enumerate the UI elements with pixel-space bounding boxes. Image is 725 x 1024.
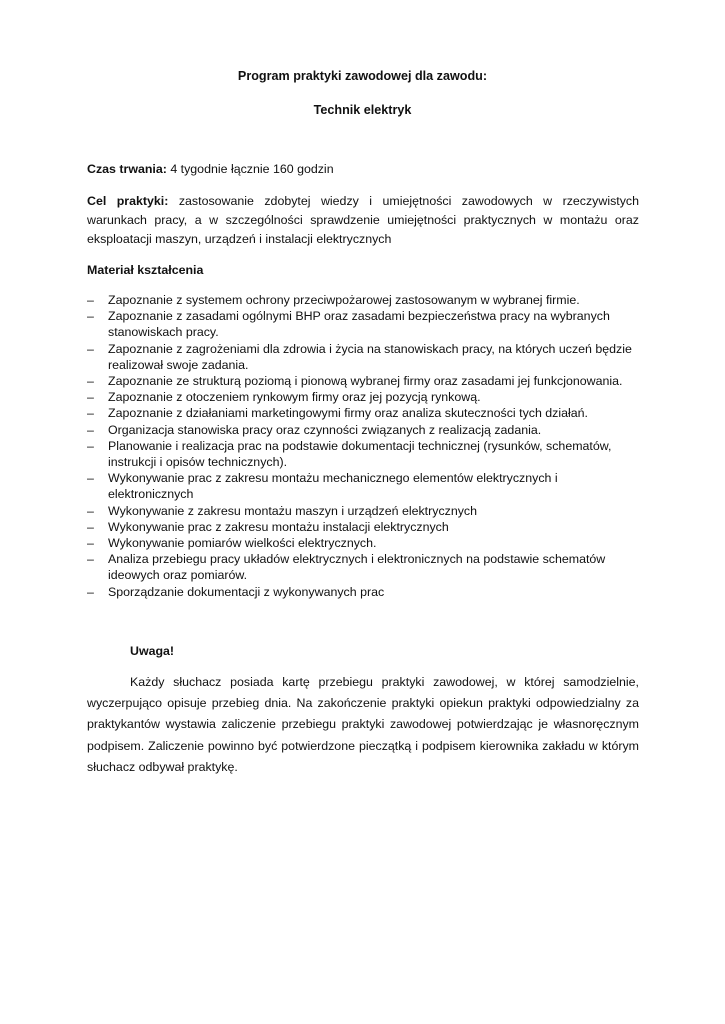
material-list [87,292,639,600]
list-item-text: Planowanie i realizacja prac na podstawie dokumentacji technicznej (rysunków, schematów, instrukcji i opisów technicznych). [108,438,612,470]
list-dash-marker: – [87,406,94,421]
list-dash-marker: – [87,519,94,534]
list-item [87,535,639,551]
list-item-text: Analiza przebiegu pracy układów elektrycznych i elektronicznych na podstawie schematów ideowych oraz pomiarów. [108,552,606,583]
list-item [87,308,639,340]
material-heading: Materiał kształcenia [87,263,204,277]
list-dash-marker: – [87,293,94,307]
duration-label: Czas trwania: [87,162,167,176]
duration-value: 4 tygodnie łącznie 160 godzin [166,162,334,176]
list-item-text: Zapoznanie z zagrożeniami dla zdrowia i życia na stanowiskach pracy, na których uczeń będzie realizował swoje zadania. [108,341,632,372]
list-item-text: Zapoznanie z systemem ochrony przeciwpożarowej zastosowanym w wybranej firmie. [108,293,580,307]
goal-value: zastosowanie zdobytej wiedzy i umiejętności zawodowych w rzeczywistych warunkach pracy, a w szczególności sprawdzenie umiejętności praktycznych w montażu oraz eksploatacji maszyn, urządzeń i instalacji elektrycznych [87,194,639,246]
list-item [87,373,639,389]
profession-title: Technik elektryk [313,103,412,117]
list-item [87,389,639,405]
list-dash-marker: – [87,374,94,389]
list-dash-marker: – [87,422,94,437]
goal-label: Cel praktyki: [87,194,169,208]
list-dash-marker: – [87,503,94,518]
list-dash-marker: – [87,584,94,599]
list-item [87,405,639,421]
list-dash-marker: – [87,390,94,405]
list-item [87,470,639,502]
list-item [87,519,639,535]
goal-paragraph [87,192,639,249]
list-dash-marker: – [87,536,94,551]
list-item [87,292,639,308]
list-item [87,341,639,373]
list-dash-marker: – [87,309,94,324]
note-heading: Uwaga! [130,644,175,658]
list-item [87,503,639,519]
list-item [87,438,639,470]
list-item-text: Zapoznanie z zasadami ogólnymi BHP oraz zasadami bezpieczeństwa pracy na wybranych stanowiskach pracy. [108,309,610,340]
list-item [87,584,639,600]
document-title: Program praktyki zawodowej dla zawodu: [237,69,488,83]
list-item-text: Wykonywanie z zakresu montażu maszyn i urządzeń elektrycznych [108,503,478,518]
list-dash-marker: – [87,471,94,486]
list-item-text: Wykonywanie prac z zakresu montażu instalacji elektrycznych [108,519,449,534]
list-dash-marker: – [87,438,94,453]
list-dash-marker: – [87,341,94,356]
list-item [87,551,639,583]
list-item-text: Zapoznanie z otoczeniem rynkowym firmy oraz jej pozycją rynkową. [108,390,481,405]
list-item-text: Sporządzanie dokumentacji z wykonywanych prac [108,584,385,599]
note-paragraph: Każdy słuchacz posiada kartę przebiegu praktyki zawodowej, w której samodzielnie, wyczerpująco opisuje przebieg dnia. Na zakończenie praktyki opiekun praktyki odpowiedzialny za praktykantów wystawia zaliczenie przebiegu praktyki zawodowej potwierdzając je własnoręcznym podpisem. Zaliczenie powinno być potwierdzone pieczątką i podpisem kierownika zakładu w którym słuchacz odbywał praktykę. [87,675,639,774]
list-item-text: Zapoznanie z działaniami marketingowymi firmy oraz analiza skuteczności tych działań. [108,406,588,421]
duration-line [87,160,639,179]
list-item-text: Wykonywanie pomiarów wielkości elektrycznych. [108,536,377,551]
list-item [87,422,639,438]
list-item-text: Zapoznanie ze strukturą poziomą i pionową wybranej firmy oraz zasadami jej funkcjonowania. [108,374,623,389]
list-dash-marker: – [87,552,94,567]
list-item-text: Organizacja stanowiska pracy oraz czynności związanych z realizacją zadania. [108,422,542,437]
list-item-text: Wykonywanie prac z zakresu montażu mechanicznego elementów elektrycznych i elektronicznych [108,471,558,502]
